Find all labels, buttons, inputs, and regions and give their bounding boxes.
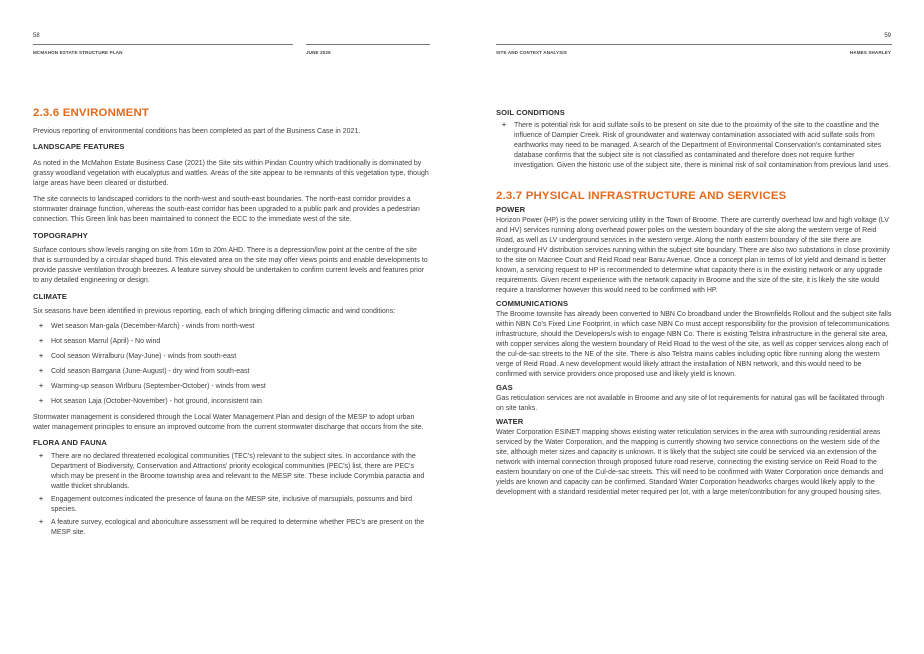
page-number: 59 xyxy=(884,33,891,39)
header-rule xyxy=(496,44,892,45)
communications-paragraph: The Broome townsite has already been converted to NBN Co broadband under the Brownfields Rollout and the subject site falls within NBN Co's Fixed Line Footprint, in which case NBN Co must accept responsibility for the provision of telecommunications infrastructure, should the Developers/s wish to engage NBN Co. There is existing Telstra infrastructure in the general site area, with copper services along the western boundary of Reid Road to the west of the site, as well as copper services along each of the cul-de-sac streets to the NE of the site. There is also Telstra mains cables including optic fibre running along the western verge of Reid Road. A new development would likely attract the installation of NBN network, and this would need to be confirmed with service providers once proposed use and likely yield is known. xyxy=(496,311,892,378)
list-item: + Wet season Man-gala (December-March) - winds from north-west xyxy=(33,322,429,332)
power-paragraph: Horizon Power (HP) is the power servicing utility in the Town of Broome. There are currently overhead low and high voltage (LV and HV) services running along overhead power poles on the western boundary of the site along the western verge of Reid Road, as well as LV underground services in the western verge. Along the north eastern boundary of the site there are underground HV distribution services running within the subject site boundary. There are also two substations in close proximity to the site on Macnee Court and Reid Road near Banu Avenue. Once a concept plan in terms of lot yield and demand is better known, a servicing request to HP is recommended to determine what capacity there is in the existing network or any upgrade requirements. Given recent experience with the network capacity in Broome and the size of the site, it is likely the site would require a transformer however this would need to be confirmed with HP. xyxy=(496,217,890,294)
running-header-brand: HAMES SHARLEY xyxy=(849,50,891,55)
soil-list xyxy=(496,121,892,171)
running-header-date: JUNE 2025 xyxy=(306,50,331,55)
landscape-paragraph: As noted in the McMahon Estate Business Case (2021) the Site sits within Pindan Country which traditionally is dominated by grassy woodland vegetation with eucalyptus and wattles. Areas of the site appear to be remnants of this vegetation type, though large areas have been cleared or disturbed. xyxy=(33,160,429,187)
topography-heading: TOPOGRAPHY xyxy=(33,231,88,240)
left-column xyxy=(33,106,429,538)
running-header-title: SITE AND CONTEXT ANALYSIS xyxy=(496,50,567,55)
climate-intro: Six seasons have been identified in previous reporting, each of which bringing differing climactic and wind conditions: xyxy=(33,308,396,315)
running-header-title: MCMAHON ESTATE STRUCTURE PLAN xyxy=(33,50,123,55)
list-item: + A feature survey, ecological and aboriculture assessment will be required to determine whether PEC's are present on the MESP site. xyxy=(33,518,429,538)
list-item: + There are no declared threatened ecological communities (TEC's) relevant to the subject sites. In accordance with the Department of Biodiversity, Conservation and Attractions' priority ecological communities (PEC's) list, there are PEC's which may be present in the Broome township area and relevant to the MESP site. These include Corymbia paractia and wattle thicket shrublands. xyxy=(33,452,429,492)
right-page xyxy=(462,0,924,654)
section-title: 2.3.6 ENVIRONMENT xyxy=(33,107,150,119)
seasons-list xyxy=(33,322,429,407)
list-item: + Hot season Laja (October-November) - hot ground, inconsistent rain xyxy=(33,397,429,407)
stormwater-paragraph: Stormwater management is considered through the Local Water Management Plan and design of the MESP to adopt urban water management principles to ensure an improved outcome from the current stormwater discharge that occurs from the site. xyxy=(33,414,424,431)
list-item: + Engagement outcomes indicated the presence of fauna on the MESP site, inclusive of marsupials, possums and bird species. xyxy=(33,495,429,515)
topography-paragraph: Surface contours show levels ranging on site from 16m to 20m AHD. There is a depression/low point at the centre of the site that is surrounded by a circular shaped bund. This elevated area on the site may offer views points and enable developments to provide passive ventilation through breezes. A feature survey should be undertaken to confirm current levels and features prior to any detailed engineering or design. xyxy=(33,247,428,284)
right-column xyxy=(496,108,892,498)
flora-fauna-list xyxy=(33,452,429,538)
list-item: + Warming-up season Wirlburu (September-October) - winds from west xyxy=(33,382,429,392)
soil-heading: SOIL CONDITIONS xyxy=(496,108,565,117)
intro-paragraph: Previous reporting of environmental conditions has been completed as part of the Business Case in 2021. xyxy=(33,128,361,135)
power-heading: POWER xyxy=(496,205,526,214)
section-title: 2.3.7 PHYSICAL INFRASTRUCTURE AND SERVICES xyxy=(496,190,787,202)
gas-heading: GAS xyxy=(496,383,513,392)
list-item: + Hot season Marrul (April) - No wind xyxy=(33,337,429,347)
landscape-heading: LANDSCAPE FEATURES xyxy=(33,142,125,151)
page-number: 58 xyxy=(33,33,40,39)
water-paragraph: Water Corporation ESINET mapping shows existing water reticulation services in the area with surrounding residential areas serviced by the Water Corporation, and the mapping is currently showing two service connections on the western side of the site, although meter sizes and capacity is unknown. It is likely that the subject site could be serviced via an extension of the network with internal connection through proposed future road reserve, connecting the existing service on Reid Road to the eastern boundary on one of the Cul-de-sac streets. This will need to be confirmed with Water Corporation once demands and yields are known and capacity can be confirmed. Standard Water Corporation headworks charges would likely apply to the development with a standard residential meter required per lot, with a large meter/contribution for any grouped housing sites. xyxy=(496,429,884,496)
list-item: + Cold season Barrgana (June-August) - dry wind from south-east xyxy=(33,367,429,377)
water-heading: WATER xyxy=(496,417,524,426)
list-item: + Cool season Wirralburu (May-June) - winds from south-east xyxy=(33,352,429,362)
header-rule xyxy=(33,44,293,45)
gas-paragraph: Gas reticulation services are not available in Broome and any site of lot requirements for natural gas will be facilitated through on site tanks. xyxy=(496,395,885,412)
header-rule xyxy=(306,44,430,45)
climate-heading: CLIMATE xyxy=(33,292,67,301)
flora-fauna-heading: FLORA AND FAUNA xyxy=(33,438,107,447)
list-item: + There is potential risk for acid sulfate soils to be present on site due to the proximity of the site to the coastline and the influence of Dampier Creek. Risk of groundwater and waterway contamination associated with acid sulfate soils from earthworks may need to be managed. A search of the Department of Environmental Conservation's contaminated sites database confirms that the subject site is not classified as contaminated and therefore does not require further investigation. Given the historic use of the subject site, there is minimal risk of soil contamination from previous land uses. xyxy=(496,121,892,171)
landscape-paragraph: The site connects to landscaped corridors to the north-west and south-east boundaries. The north-east corridor provides a stormwater drainage function, whereas the south-east corridor has been upgraded to a public park and provides a pedestrian connection. This Green link has been maintained to connect the ECC to the immediate west of the site. xyxy=(33,196,420,223)
communications-heading: COMMUNICATIONS xyxy=(496,299,569,308)
